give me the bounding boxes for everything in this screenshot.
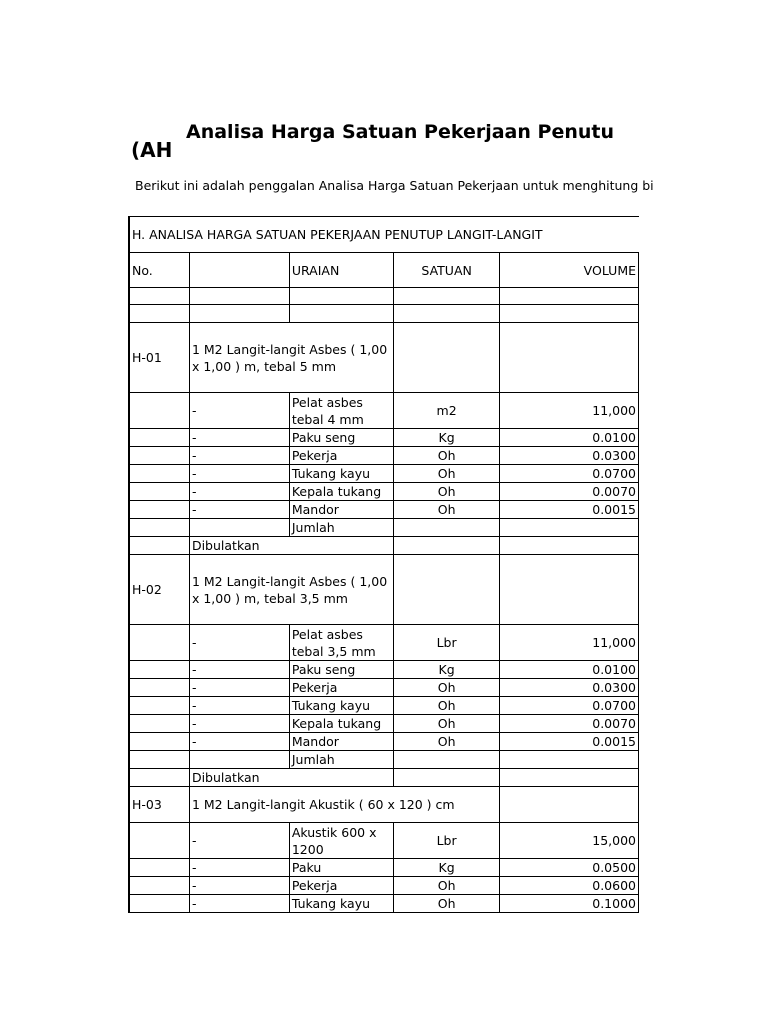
item-name: Paku seng — [289, 429, 394, 447]
item-volume: 15,000 — [499, 823, 638, 859]
item-row — [129, 823, 639, 859]
item-row — [129, 679, 639, 697]
group-code: H-02 — [129, 555, 189, 625]
item-dash: - — [189, 697, 289, 715]
group-header-row — [129, 323, 639, 393]
group-description: 1 M2 Langit-langit Akustik ( 60 x 120 ) cm — [189, 787, 499, 823]
item-dash: - — [189, 859, 289, 877]
item-row — [129, 429, 639, 447]
item-dash: - — [189, 483, 289, 501]
item-dash: - — [189, 465, 289, 483]
section-title: H. ANALISA HARGA SATUAN PEKERJAAN PENUTUP LANGIT-LANGIT — [129, 217, 639, 253]
item-dash: - — [189, 679, 289, 697]
item-row — [129, 447, 639, 465]
item-name: Tukang kayu — [289, 697, 394, 715]
header-blank — [189, 253, 289, 288]
item-volume: 0.0700 — [499, 465, 638, 483]
page-title: Analisa Harga Satuan Pekerjaan Penutu — [186, 121, 614, 143]
total-label: Jumlah — [289, 751, 394, 769]
item-unit: Oh — [394, 715, 499, 733]
item-unit: Lbr — [394, 823, 499, 859]
item-row — [129, 625, 639, 661]
item-row — [129, 895, 639, 913]
item-volume: 0.0300 — [499, 447, 638, 465]
item-volume: 0.0070 — [499, 483, 638, 501]
item-volume: 0.0700 — [499, 697, 638, 715]
item-unit: Kg — [394, 429, 499, 447]
item-dash: - — [189, 661, 289, 679]
item-volume: 0.0500 — [499, 859, 638, 877]
item-volume: 0.0100 — [499, 661, 638, 679]
item-dash: - — [189, 823, 289, 859]
item-dash: - — [189, 501, 289, 519]
item-unit: Oh — [394, 483, 499, 501]
item-name: Kepala tukang — [289, 715, 394, 733]
item-dash: - — [189, 715, 289, 733]
item-unit: Lbr — [394, 625, 499, 661]
item-name: Paku seng — [289, 661, 394, 679]
item-dash: - — [189, 447, 289, 465]
rounded-label: Dibulatkan — [189, 537, 393, 555]
item-name: Mandor — [289, 733, 394, 751]
spacer-row — [129, 288, 639, 305]
item-volume: 11,000 — [499, 393, 638, 429]
header-volume: VOLUME — [499, 253, 638, 288]
item-name: Tukang kayu — [289, 895, 394, 913]
item-volume: 0.0300 — [499, 679, 638, 697]
item-dash: - — [189, 429, 289, 447]
ahs-table — [128, 216, 639, 913]
group-description: 1 M2 Langit-langit Asbes ( 1,00 x 1,00 ) m, tebal 3,5 mm — [189, 555, 393, 625]
item-row — [129, 877, 639, 895]
total-label: Jumlah — [289, 519, 394, 537]
item-volume: 0.0015 — [499, 501, 638, 519]
item-dash: - — [189, 625, 289, 661]
item-dash: - — [189, 895, 289, 913]
group-code: H-01 — [129, 323, 189, 393]
item-row — [129, 715, 639, 733]
item-row — [129, 733, 639, 751]
header-satuan: SATUAN — [394, 253, 499, 288]
item-unit: Kg — [394, 661, 499, 679]
item-row — [129, 393, 639, 429]
intro-text: Berikut ini adalah penggalan Analisa Harga Satuan Pekerjaan untuk menghitung bi — [135, 178, 654, 193]
group-description: 1 M2 Langit-langit Asbes ( 1,00 x 1,00 ) m, tebal 5 mm — [189, 323, 393, 393]
item-row — [129, 859, 639, 877]
item-name: Pekerja — [289, 877, 394, 895]
item-row — [129, 501, 639, 519]
item-unit: m2 — [394, 393, 499, 429]
item-name: Kepala tukang — [289, 483, 394, 501]
item-volume: 0.0070 — [499, 715, 638, 733]
item-name: Mandor — [289, 501, 394, 519]
total-row — [129, 751, 639, 769]
item-name: Pekerja — [289, 447, 394, 465]
item-unit: Oh — [394, 697, 499, 715]
title-abbreviation: (AH — [131, 138, 173, 162]
item-dash: - — [189, 733, 289, 751]
item-volume: 11,000 — [499, 625, 638, 661]
item-volume: 0.0100 — [499, 429, 638, 447]
header-no: No. — [129, 253, 189, 288]
item-name: Akustik 600 x 1200 — [289, 823, 394, 859]
item-volume: 0.0015 — [499, 733, 638, 751]
rounded-label: Dibulatkan — [189, 769, 393, 787]
item-unit: Oh — [394, 465, 499, 483]
item-unit: Kg — [394, 859, 499, 877]
item-row — [129, 661, 639, 679]
item-row — [129, 465, 639, 483]
item-unit: Oh — [394, 877, 499, 895]
item-unit: Oh — [394, 447, 499, 465]
group-header-row — [129, 787, 639, 823]
item-volume: 0.1000 — [499, 895, 638, 913]
item-row — [129, 483, 639, 501]
section-title-row — [129, 217, 639, 253]
group-header-row — [129, 555, 639, 625]
rounded-row — [129, 769, 639, 787]
group-code: H-03 — [129, 787, 189, 823]
rounded-row — [129, 537, 639, 555]
item-unit: Oh — [394, 501, 499, 519]
header-uraian: URAIAN — [289, 253, 394, 288]
item-name: Pelat asbes tebal 3,5 mm — [289, 625, 394, 661]
item-name: Pelat asbes tebal 4 mm — [289, 393, 394, 429]
item-name: Pekerja — [289, 679, 394, 697]
item-dash: - — [189, 393, 289, 429]
total-row — [129, 519, 639, 537]
column-header-row — [129, 253, 639, 288]
item-unit: Oh — [394, 679, 499, 697]
item-unit: Oh — [394, 895, 499, 913]
item-name: Paku — [289, 859, 394, 877]
item-dash: - — [189, 877, 289, 895]
spacer-row — [129, 305, 639, 323]
item-volume: 0.0600 — [499, 877, 638, 895]
item-name: Tukang kayu — [289, 465, 394, 483]
item-unit: Oh — [394, 733, 499, 751]
item-row — [129, 697, 639, 715]
